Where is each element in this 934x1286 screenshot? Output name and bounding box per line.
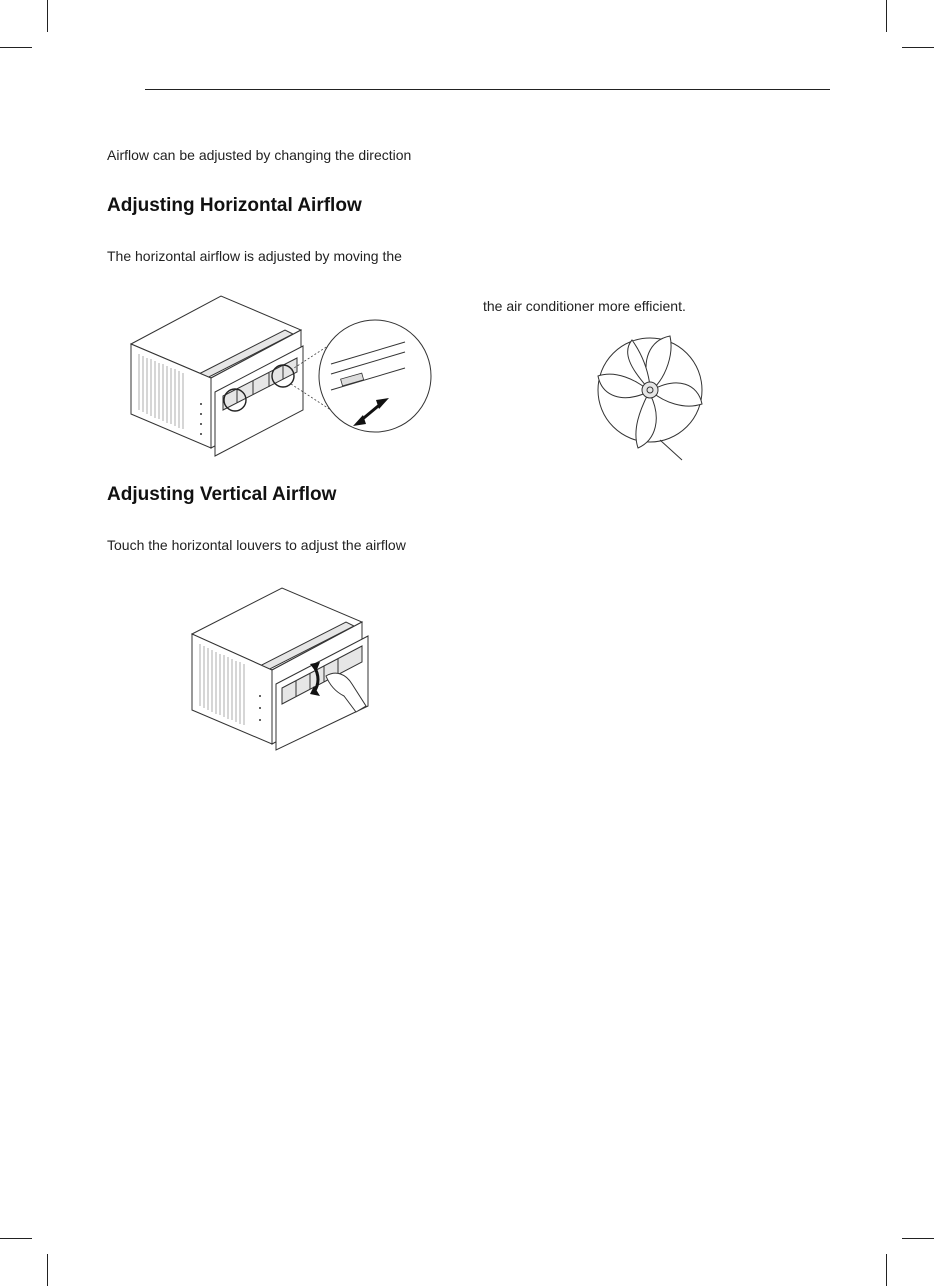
- crop-mark-bottom-right-h: [902, 1238, 934, 1239]
- vertical-airflow-text: Touch the horizontal louvers to adjust the airflow: [107, 537, 406, 553]
- crop-mark-top-right-h: [902, 47, 934, 48]
- crop-mark-top-right-v: [886, 0, 887, 32]
- intro-text: Airflow can be adjusted by changing the direction: [107, 147, 412, 163]
- crop-mark-bottom-right-v: [886, 1254, 887, 1286]
- horizontal-airflow-side-text: the air conditioner more efficient.: [483, 298, 686, 314]
- crop-mark-top-left-h: [0, 47, 32, 48]
- horizontal-airflow-text: The horizontal airflow is adjusted by moving the: [107, 248, 402, 264]
- crop-mark-top-left-v: [47, 0, 48, 32]
- crop-mark-bottom-left-v: [47, 1254, 48, 1286]
- vertical-airflow-heading: Adjusting Vertical Airflow: [107, 484, 337, 505]
- fan-illustration: [590, 330, 720, 460]
- header-rule: [145, 89, 830, 90]
- air-conditioner-horizontal-illustration: [125, 292, 455, 462]
- horizontal-airflow-heading: Adjusting Horizontal Airflow: [107, 195, 362, 216]
- air-conditioner-vertical-illustration: [186, 584, 386, 754]
- crop-mark-bottom-left-h: [0, 1238, 32, 1239]
